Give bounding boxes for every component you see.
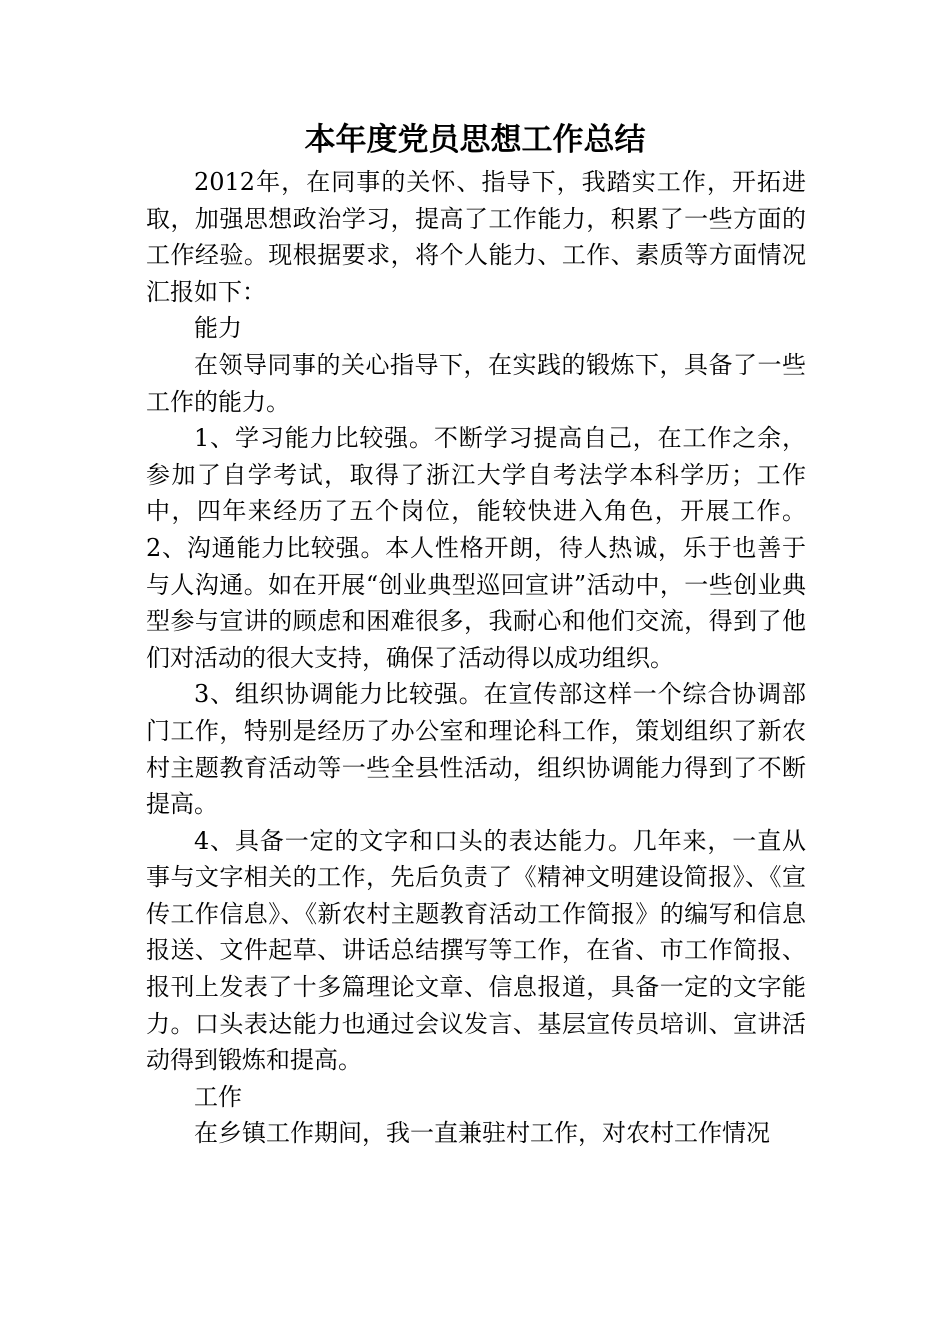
- paragraph-ability-intro: 在领导同事的关心指导下，在实践的锻炼下，具备了一些工作的能力。: [146, 350, 806, 416]
- document-body: [146, 164, 806, 1152]
- paragraph-ability-3: 3、组织协调能力比较强。在宣传部这样一个综合协调部门工作，特别是经历了办公室和理论科工作，策划组织了新农村主题教育活动等一些全县性活动，组织协调能力得到了不断提高。: [146, 680, 806, 819]
- paragraph-work-intro: 在乡镇工作期间，我一直兼驻村工作，对农村工作情况: [194, 1119, 770, 1148]
- section-heading-work: 工作: [194, 1082, 242, 1111]
- paragraph-ability-1-2: 1、学习能力比较强。不断学习提高自己，在工作之余，参加了自学考试，取得了浙江大学自考法学本科学历；工作中，四年来经历了五个岗位，能较快进入角色，开展工作。 2、沟通能力比较强。本人性格开朗，待人热诚，乐于也善于与人沟通。如在开展“创业典型巡回宣讲”活动中，一些创业典型参与宣讲的顾虑和困难很多，我耐心和他们交流，得到了他们对活动的很大支持，确保了活动得以成功组织。: [146, 424, 806, 672]
- document-title: 本年度党员思想工作总结: [304, 122, 646, 158]
- paragraph-intro: 2012年，在同事的关怀、指导下，我踏实工作，开拓进取，加强思想政治学习，提高了工作能力，积累了一些方面的工作经验。现根据要求，将个人能力、工作、素质等方面情况汇报如下：: [146, 168, 806, 306]
- paragraph-ability-4: 4、具备一定的文字和口头的表达能力。几年来，一直从事与文字相关的工作，先后负责了《精神文明建设简报》、《宣传工作信息》、《新农村主题教育活动工作简报》的编写和信息报送、文件起草、讲话总结撰写等工作，在省、市工作简报、报刊上发表了十多篇理论文章、信息报道，具备一定的文字能力。口头表达能力也通过会议发言、基层宣传员培训、宣讲活动得到锻炼和提高。: [146, 826, 806, 1075]
- section-heading-ability: 能力: [194, 314, 242, 343]
